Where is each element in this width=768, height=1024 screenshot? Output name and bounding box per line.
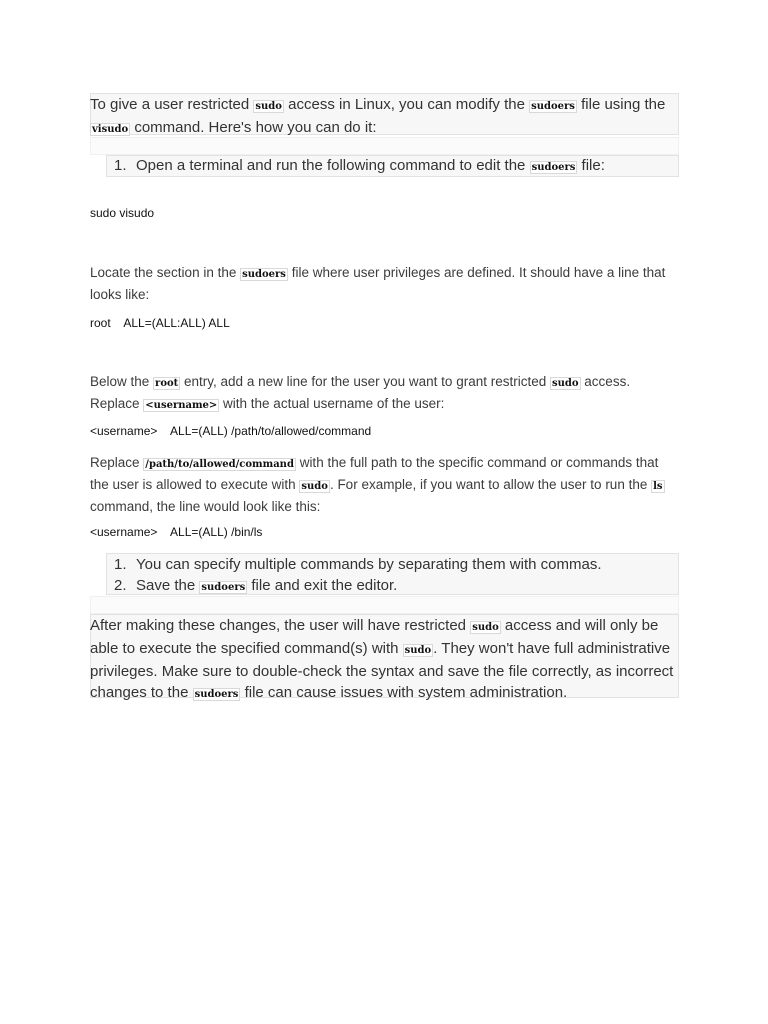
list2-item-2 — [114, 575, 397, 598]
intro-text: file using the — [576, 96, 666, 113]
list2-item-1-text: You can specify multiple commands by separating them with commas. — [136, 556, 602, 573]
replace-paragraph — [90, 453, 680, 517]
inline-code: sudo — [404, 645, 432, 656]
inline-code: /path/to/allowed/command — [145, 459, 294, 470]
after-box-top — [90, 596, 679, 614]
after-text: file can cause issues with system administration. — [240, 684, 568, 701]
after-text: access and will only be able to execute the specified command(s) with — [90, 617, 659, 657]
inline-code: ls — [653, 481, 663, 492]
after-paragraph — [90, 615, 675, 705]
inline-code: sudoers — [194, 689, 239, 700]
code-block-root: root ALL=(ALL:ALL) ALL — [90, 316, 230, 330]
inline-code: <username> — [145, 400, 218, 411]
locate-paragraph — [90, 263, 680, 305]
intro-paragraph — [90, 94, 675, 140]
replace-text: . For example, if you want to allow the user to run the — [329, 477, 652, 492]
replace-text: Replace — [90, 455, 144, 470]
code-block-username-ls: <username> ALL=(ALL) /bin/ls — [90, 525, 263, 539]
after-text: After making these changes, the user will have restricted — [90, 617, 471, 634]
intro-text: command. Here's how you can do it: — [130, 119, 377, 136]
inline-code: sudo — [301, 481, 328, 492]
step1-item — [114, 155, 605, 178]
intro-text: access in Linux, you can modify the — [283, 96, 530, 113]
intro-text: To give a user restricted — [90, 96, 254, 113]
inline-code: visudo — [92, 124, 129, 135]
inline-code: sudo — [551, 378, 579, 389]
below-text: with the actual username of the user: — [219, 396, 445, 411]
replace-text: command, the line would look like this: — [90, 499, 321, 514]
locate-text: file where user privileges are defined. It should have a line that looks like: — [90, 265, 666, 302]
inline-code: sudoers — [242, 269, 286, 280]
list2-item-1 — [114, 554, 602, 575]
inline-code: sudoers — [201, 582, 246, 593]
list-number: 1. — [114, 556, 127, 573]
inline-code: sudoers — [531, 101, 575, 112]
list-number: 1. — [114, 157, 127, 174]
code-block-username-command: <username> ALL=(ALL) /path/to/allowed/command — [90, 424, 372, 438]
below-text: Below the — [90, 374, 154, 389]
below-paragraph — [90, 372, 680, 416]
below-text: access. Replace — [90, 374, 631, 411]
code-block-visudo: sudo visudo — [90, 206, 155, 220]
list-number: 2. — [114, 577, 127, 594]
replace-text: with the full path to the specific command or commands that the user is allowed to execute with — [90, 455, 659, 492]
below-text: entry, add a new line for the user you want to grant restricted — [180, 374, 550, 389]
step1-text: file: — [577, 157, 605, 174]
list2-item-2-text: file and exit the editor. — [247, 577, 398, 594]
inline-code: sudoers — [531, 162, 576, 173]
locate-text: Locate the section in the — [90, 265, 241, 280]
inline-code: sudo — [255, 101, 282, 112]
after-text: . They won't have full administrative privileges. Make sure to double-check the syntax and save the file correctly, as incorrect changes to the — [90, 640, 674, 701]
step1-box-top — [90, 137, 679, 155]
inline-code: sudo — [472, 622, 499, 633]
inline-code: root — [155, 378, 179, 389]
list2-item-2-text: Save the — [136, 577, 200, 594]
step1-text: Open a terminal and run the following command to edit the — [136, 157, 530, 174]
